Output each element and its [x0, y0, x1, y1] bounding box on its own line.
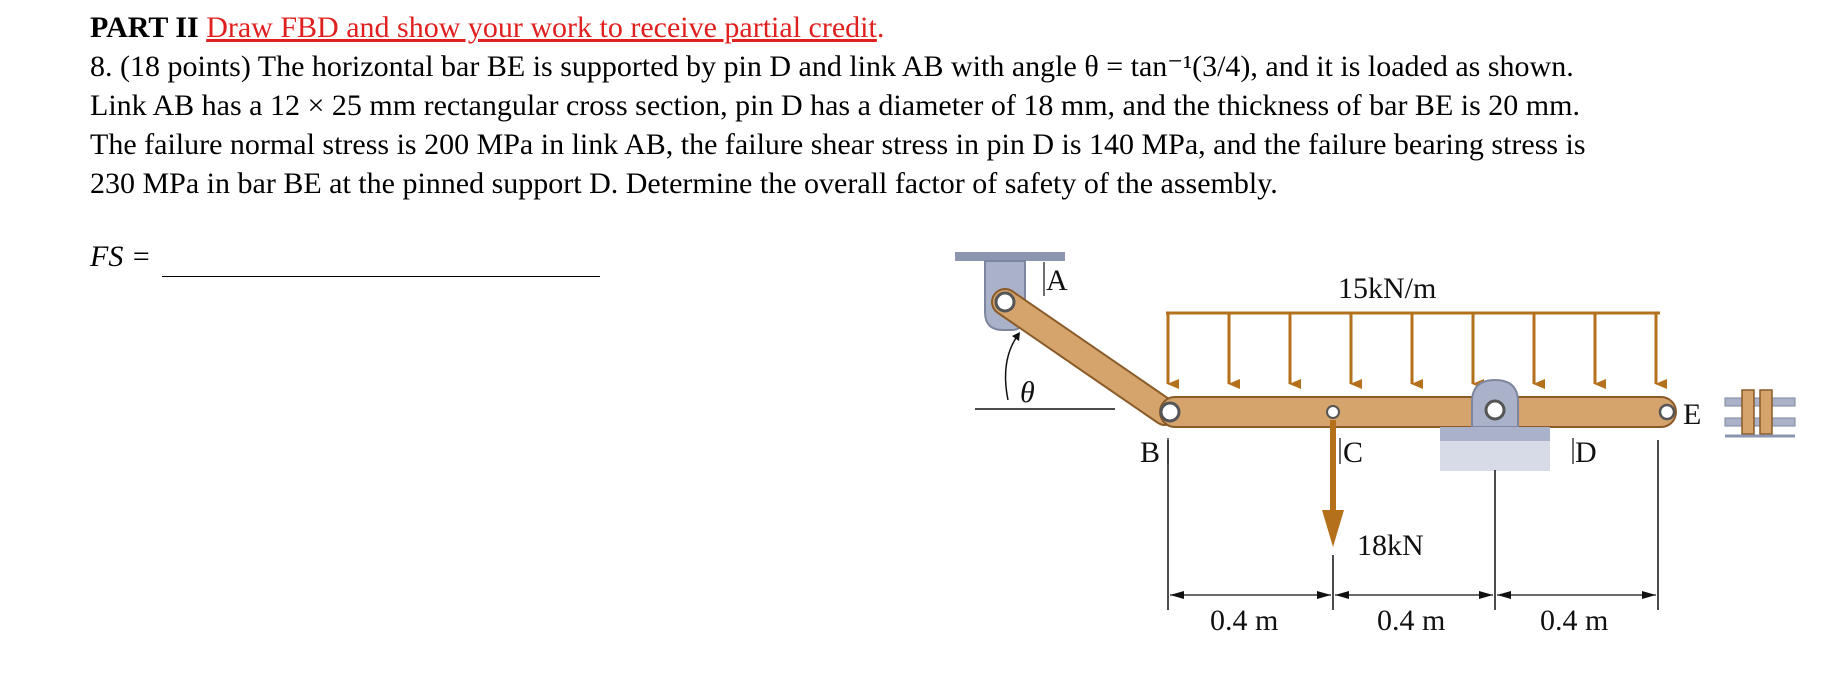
problem-line-4: 230 MPa in bar BE at the pinned support D. Determine the overall factor of safety of the assembly.: [90, 167, 1278, 200]
label-c: C: [1343, 436, 1364, 469]
bar-be: [1160, 397, 1676, 427]
fs-label: FS =: [90, 240, 152, 273]
part-label: PART II: [90, 11, 199, 44]
label-d: D: [1575, 436, 1597, 469]
problem-line-3: The failure normal stress is 200 MPa in link AB, the failure shear stress in pin D is 140 MPa, and the failure bearing stress is: [90, 128, 1586, 161]
problem-line-1: 8. (18 points) The horizontal bar BE is supported by pin D and link AB with angle θ = tan⁻¹(3/4), and it is loaded as shown.: [90, 50, 1574, 83]
distributed-load-label: 15kN/m: [1338, 272, 1437, 305]
dimension-label-3: 0.4 m: [1540, 604, 1609, 637]
label-e: E: [1683, 398, 1702, 431]
label-a: A: [1046, 264, 1068, 297]
label-b: B: [1140, 436, 1161, 469]
distributed-load: [1166, 313, 1660, 384]
problem-line-2: Link AB has a 12 × 25 mm rectangular cross section, pin D has a diameter of 18 mm, and the thickness of bar BE is 20 mm.: [90, 89, 1580, 122]
dimension-label-2: 0.4 m: [1377, 604, 1446, 637]
point-load-label: 18kN: [1357, 529, 1424, 562]
instruction-period: .: [876, 11, 885, 44]
guide-e: [1725, 390, 1795, 436]
label-theta: θ: [1020, 376, 1035, 409]
dimension-label-1: 0.4 m: [1210, 604, 1279, 637]
instruction-link: Draw FBD and show your work to receive partial credit: [206, 11, 877, 44]
